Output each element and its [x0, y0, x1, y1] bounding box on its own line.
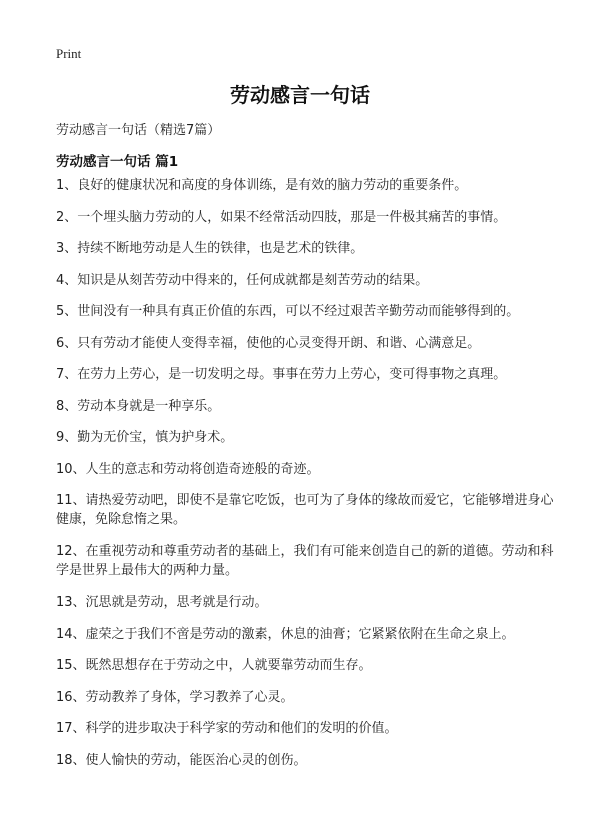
quote-item: 16、劳动教养了身体，学习教养了心灵。 [56, 689, 294, 705]
section-heading: 劳动感言一句话 篇1 [56, 154, 179, 170]
quote-item: 14、虚荣之于我们不啻是劳动的激素，休息的油膏；它紧紧依附在生命之泉上。 [56, 626, 515, 642]
quote-item: 5、世间没有一种具有真正价值的东西，可以不经过艰苦辛勤劳动而能够得到的。 [56, 304, 520, 319]
quote-item: 2、一个埋头脑力劳动的人，如果不经常活动四肢，那是一件极其痛苦的事情。 [56, 209, 507, 225]
page-title: 劳动感言一句话 [230, 83, 370, 107]
quote-item: 1、良好的健康状况和高度的身体训练，是有效的脑力劳动的重要条件。 [56, 178, 468, 193]
quote-item: 12、在重视劳动和尊重劳动者的基础上，我们有可能来创造自己的新的道德。劳动和科学是世界上最伟大的两种力量。 [56, 544, 554, 578]
quote-item: 9、勤为无价宝，慎为护身术。 [56, 430, 234, 445]
quote-item: 4、知识是从刻苦劳动中得来的，任何成就都是刻苦劳动的结果。 [56, 272, 429, 288]
quote-item: 7、在劳力上劳心，是一切发明之母。事事在劳力上劳心，变可得事物之真理。 [56, 367, 507, 382]
quote-item: 3、持续不断地劳动是人生的铁律，也是艺术的铁律。 [56, 241, 364, 256]
quote-item: 13、沉思就是劳动，思考就是行动。 [56, 595, 268, 610]
quote-item: 15、既然思想存在于劳动之中，人就要靠劳动而生存。 [56, 658, 372, 673]
quote-list [56, 176, 556, 782]
quote-item: 17、科学的进步取决于科学家的劳动和他们的发明的价值。 [56, 721, 398, 736]
quote-item: 8、劳动本身就是一种享乐。 [56, 398, 221, 414]
quote-item: 10、人生的意志和劳动将创造奇迹般的奇迹。 [56, 461, 320, 477]
quote-item: 6、只有劳动才能使人变得幸福，使他的心灵变得开朗、和谐、心满意足。 [56, 335, 481, 351]
quote-item: 11、请热爱劳动吧，即使不是靠它吃饭，也可为了身体的缘故而爱它，它能够增进身心健康，免除怠惰之果。 [56, 493, 554, 527]
quote-item: 18、使人愉快的劳动，能医治心灵的创伤。 [56, 752, 307, 768]
print-link[interactable]: Print [56, 46, 82, 61]
page-subtitle: 劳动感言一句话（精选7篇） [56, 123, 221, 138]
